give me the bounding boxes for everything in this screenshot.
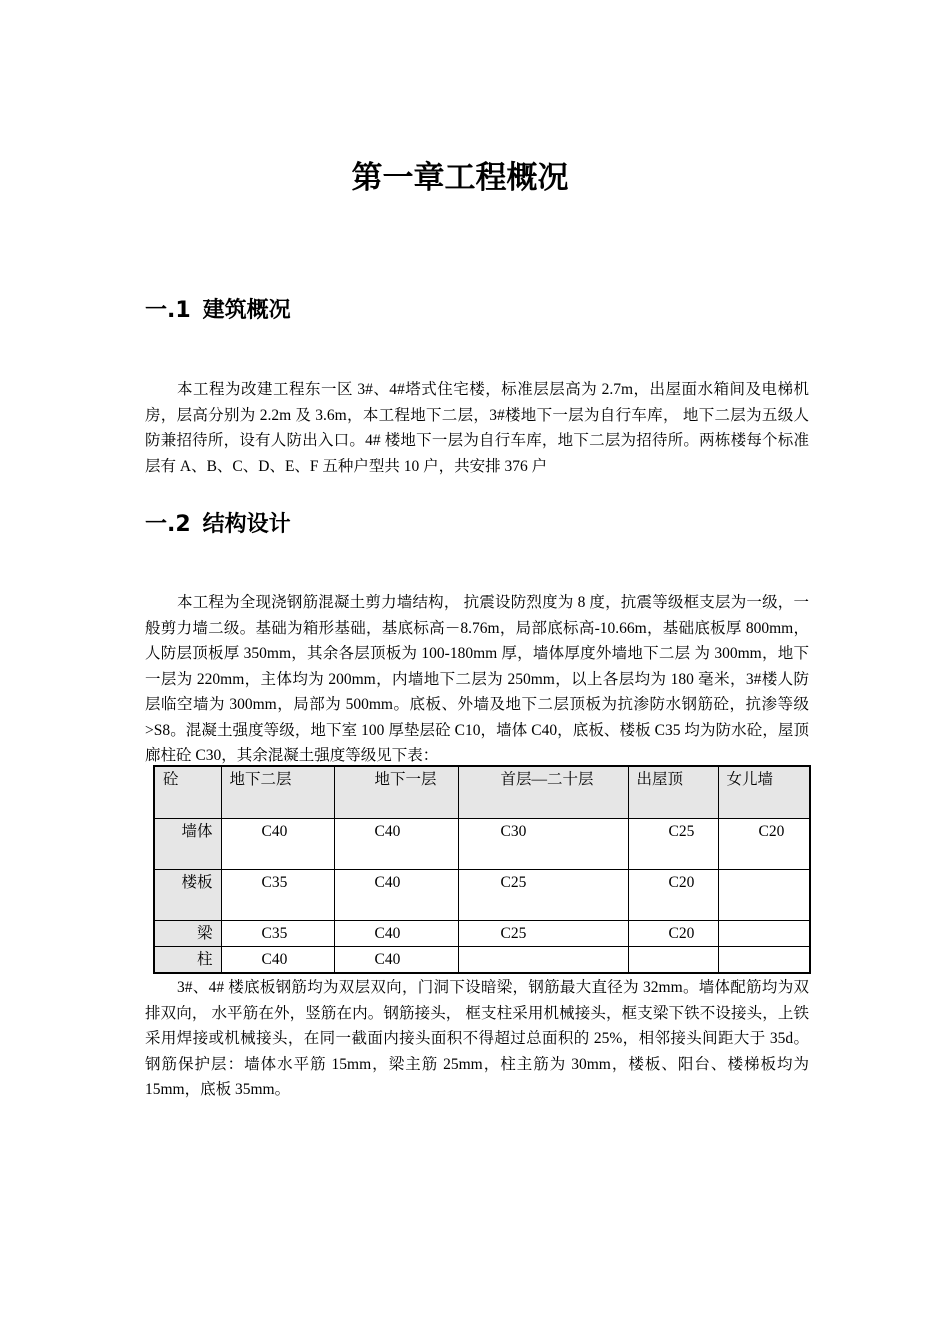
table-cell: C35 [221, 870, 334, 921]
table-cell [718, 870, 810, 921]
table-header-cell: 首层—二十层 [458, 766, 628, 819]
table-row [154, 870, 810, 921]
table-cell: C25 [458, 870, 628, 921]
table-header-cell: 地下一层 [334, 766, 458, 819]
table-header-row [154, 766, 810, 819]
section-number: 一.1 [145, 298, 191, 323]
table-cell: C30 [458, 819, 628, 870]
table-cell: C40 [334, 921, 458, 947]
table-cell: C25 [628, 819, 718, 870]
table-cell: C20 [718, 819, 810, 870]
table-cell: C35 [221, 921, 334, 947]
table-header-cell: 地下二层 [221, 766, 334, 819]
section-title: 建筑概况 [202, 298, 291, 323]
table-cell: C40 [334, 870, 458, 921]
table-header-cell: 女儿墙 [718, 766, 810, 819]
section-title: 结构设计 [202, 512, 291, 537]
row-label: 楼板 [154, 870, 221, 921]
row-label: 墙体 [154, 819, 221, 870]
section-heading-2 [145, 510, 291, 540]
table-cell: C20 [628, 870, 718, 921]
table-header-cell: 出屋顶 [628, 766, 718, 819]
section-2-after-table-paragraph: 3#、4# 楼底板钢筋均为双层双向，门洞下设暗梁，钢筋最大直径为 32mm。墙体配筋均为双排双向， 水平筋在外，竖筋在内。钢筋接头， 框支柱采用机械接头，框支梁下铁不设接头，上铁采用焊接或机械接头，在同一截面内接头面积不得超过总面积的 25%，相邻接头间距大于 35d。 钢筋保护层：墙体水平筋 15mm，梁主筋 25mm，柱主筋为 30mm，楼板、阳台、楼梯板均为 15mm，底板 35mm。 [145, 979, 809, 1098]
table-cell: C20 [628, 921, 718, 947]
table-cell [628, 947, 718, 974]
section-2-paragraph: 本工程为全现浇钢筋混凝土剪力墙结构， 抗震设防烈度为 8 度，抗震等级框支层为一级，一般剪力墙二级。基础为箱形基础，基底标高－8.76m，局部底标高-10.66m，基础底板厚 800mm，人防层顶板厚 350mm，其余各层顶板为 100-180mm 厚，墙体厚度外墙地下二层 为 300mm，地下一层为 220mm，主体均为 200mm，内墙地下二层为 250mm，以上各层均为 180 毫米，3#楼人防层临空墙为 300mm，局部为 500mm。底板、外墙及地下二层顶板为抗渗防水钢筋砼，抗渗等级>S8。混凝土强度等级，地下室 100 厚垫层砼 C10，墙体 C40，底板、楼板 C35 均为防水砼，屋顶廊柱砼 C30，其余混凝土强度等级见下表： [145, 594, 809, 764]
table-cell: C25 [458, 921, 628, 947]
table-cell: C40 [334, 947, 458, 974]
table-cell [458, 947, 628, 974]
table-row [154, 819, 810, 870]
row-label: 梁 [154, 921, 221, 947]
section-1-paragraph: 本工程为改建工程东一区 3#、4#塔式住宅楼，标准层层高为 2.7m，出屋面水箱间及电梯机房，层高分别为 2.2m 及 3.6m，本工程地下二层，3#楼地下一层为自行车库， 地下二层为五级人防兼招待所，设有人防出入口。4# 楼地下一层为自行车库，地下二层为招待所。两栋楼每个标准层有 A、B、C、D、E、F 五种户型共 10 户，共安排 376 户 [145, 381, 809, 475]
section-number: 一.2 [145, 512, 191, 537]
table-cell [718, 947, 810, 974]
table-header-cell: 砼 [154, 766, 221, 819]
chapter-title: 第一章工程概况 [351, 160, 569, 196]
table-cell [718, 921, 810, 947]
concrete-grade-table [153, 765, 811, 974]
table-cell: C40 [221, 819, 334, 870]
table-cell: C40 [334, 819, 458, 870]
table-row [154, 921, 810, 947]
row-label: 柱 [154, 947, 221, 974]
section-heading-1 [145, 296, 291, 326]
table-cell: C40 [221, 947, 334, 974]
table-row [154, 947, 810, 974]
